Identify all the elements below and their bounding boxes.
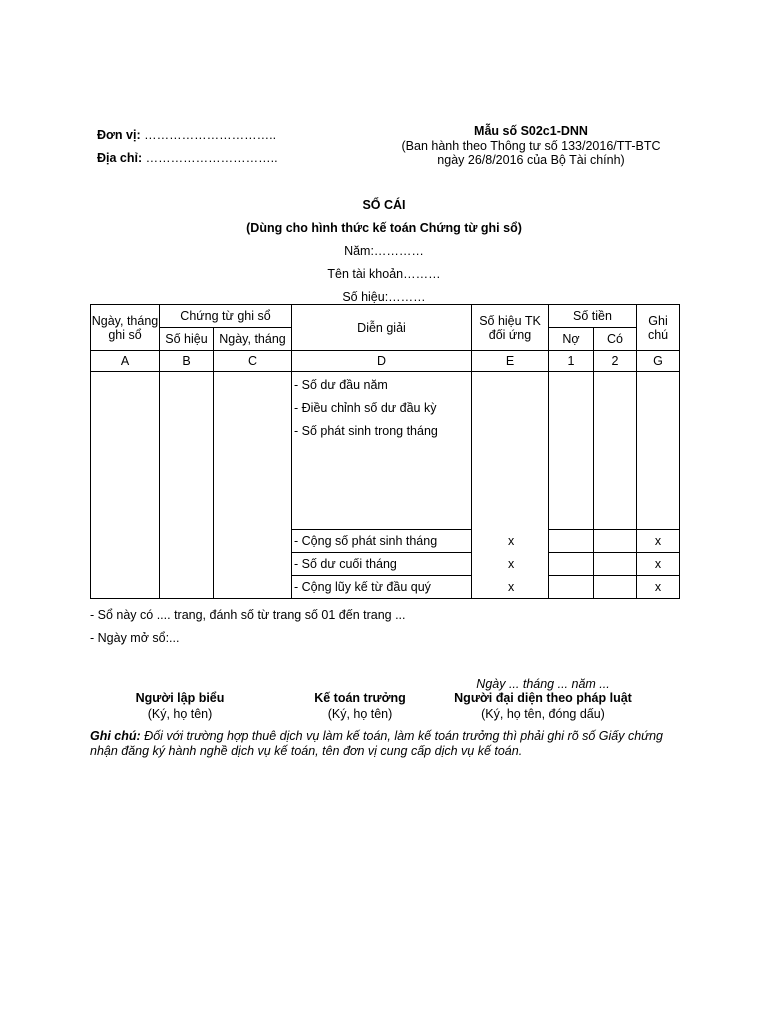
accountant-sub: (Ký, họ tên): [327, 707, 393, 721]
footnote-label: Ghi chú:: [90, 729, 141, 743]
signature-date-line: Ngày ... tháng ... năm ...: [476, 677, 610, 691]
footer-note: x: [637, 576, 680, 599]
form-issue-line1: (Ban hành theo Thông tư số 133/2016/TT-BTC: [401, 138, 661, 153]
letter-cell: 2: [594, 351, 637, 372]
footer-desc: [292, 553, 515, 576]
letter-cell: 1: [549, 351, 594, 372]
letter-cell: A: [91, 351, 160, 372]
footer-credit: [594, 576, 637, 599]
col-header-voucher: Chứng từ ghi sổ: [160, 305, 292, 328]
footer-account-mark: x: [508, 557, 515, 571]
col-header-credit: Có: [594, 328, 637, 351]
form-code: Mẫu số S02c1-DNN: [474, 124, 588, 138]
body-line: - Điều chỉnh số dư đầu kỳ: [294, 401, 437, 415]
footer-note: x: [637, 553, 680, 576]
legal-sub: (Ký, họ tên, đóng dấu): [481, 707, 605, 721]
footer-debit: [549, 530, 594, 553]
col-header-voucher-no: Số hiệu: [160, 328, 214, 351]
body-cell-voucher-no: [160, 372, 214, 599]
col-header-date: Ngày, tháng ghi sổ: [91, 305, 160, 351]
ledger-table: [90, 304, 680, 599]
preparer-sub: (Ký, họ tên): [147, 707, 213, 721]
footer-desc-text: - Cộng lũy kế từ đầu quý: [294, 580, 431, 594]
body-line: - Số dư đầu năm: [294, 378, 388, 392]
year-line: Năm:…………: [344, 244, 424, 258]
accountant-title: Kế toán trưởng: [314, 691, 406, 705]
form-issue-line2: ngày 26/8/2016 của Bộ Tài chính): [437, 153, 625, 167]
letter-cell: B: [160, 351, 214, 372]
footer-credit: [594, 553, 637, 576]
footer-desc: [292, 576, 515, 599]
dia-chi-label: Địa chỉ:: [97, 151, 143, 165]
body-cell-credit: [594, 372, 637, 530]
form-info: [390, 124, 672, 168]
footer-debit: [549, 576, 594, 599]
footer-account-mark: x: [508, 534, 515, 548]
footer-note: x: [637, 530, 680, 553]
preparer-title: Người lập biểu: [135, 691, 225, 705]
body-cell-voucher-date: [214, 372, 292, 599]
note-open-date: - Ngày mở sổ:...: [90, 631, 180, 645]
page-title: SỔ CÁI: [362, 198, 406, 212]
col-header-debit: Nợ: [549, 328, 594, 351]
letter-cell: C: [214, 351, 292, 372]
unit-info: [97, 124, 278, 170]
footer-desc: [292, 530, 515, 553]
letter-cell: G: [637, 351, 680, 372]
letter-cell: D: [292, 351, 472, 372]
note-pages: - Sổ này có .... trang, đánh số từ trang số 01 đến trang ...: [90, 608, 406, 622]
signature-legal-rep: [440, 690, 646, 722]
don-vi-value: …………………………..: [144, 128, 277, 142]
col-header-amount: Số tiền: [549, 305, 637, 328]
dia-chi-value: …………………………..: [145, 151, 278, 165]
page-subtitle: (Dùng cho hình thức kế toán Chứng từ ghi sổ): [246, 221, 522, 235]
footnote-text: Đối với trường hợp thuê dịch vụ làm kế toán, làm kế toán trưởng thì phải ghi rõ số Giấy chứng nhận đăng ký hành nghề dịch vụ kế toán, tên đơn vị cung cấp dịch vụ kế toán.: [90, 729, 664, 758]
footnote: [90, 729, 690, 758]
signature-preparer: [100, 690, 260, 722]
account-name-line: Tên tài khoản………: [327, 267, 441, 281]
legal-title: Người đại diện theo pháp luật: [454, 691, 632, 705]
table-body-row: [91, 372, 680, 530]
footer-desc-text: - Số dư cuối tháng: [294, 557, 397, 571]
col-header-note: Ghi chú: [637, 305, 680, 351]
footer-credit: [594, 530, 637, 553]
column-letters-row: [91, 351, 680, 372]
body-cell-description: [292, 372, 472, 530]
body-cell-debit: [549, 372, 594, 530]
footer-account-mark: x: [508, 580, 515, 594]
signature-accountant: [280, 690, 440, 722]
letter-cell: E: [472, 351, 549, 372]
account-number-line: Số hiệu:………: [342, 290, 426, 304]
body-line: - Số phát sinh trong tháng: [294, 424, 438, 438]
col-header-description: Diễn giải: [292, 305, 472, 351]
footer-debit: [549, 553, 594, 576]
body-cell-date: [91, 372, 160, 599]
footer-desc-text: - Cộng số phát sinh tháng: [294, 534, 438, 548]
body-cell-note: [637, 372, 680, 530]
don-vi-label: Đơn vị:: [97, 128, 141, 142]
col-header-voucher-date: Ngày, tháng: [214, 328, 292, 351]
col-header-account: Số hiệu TK đối ứng: [472, 305, 549, 351]
